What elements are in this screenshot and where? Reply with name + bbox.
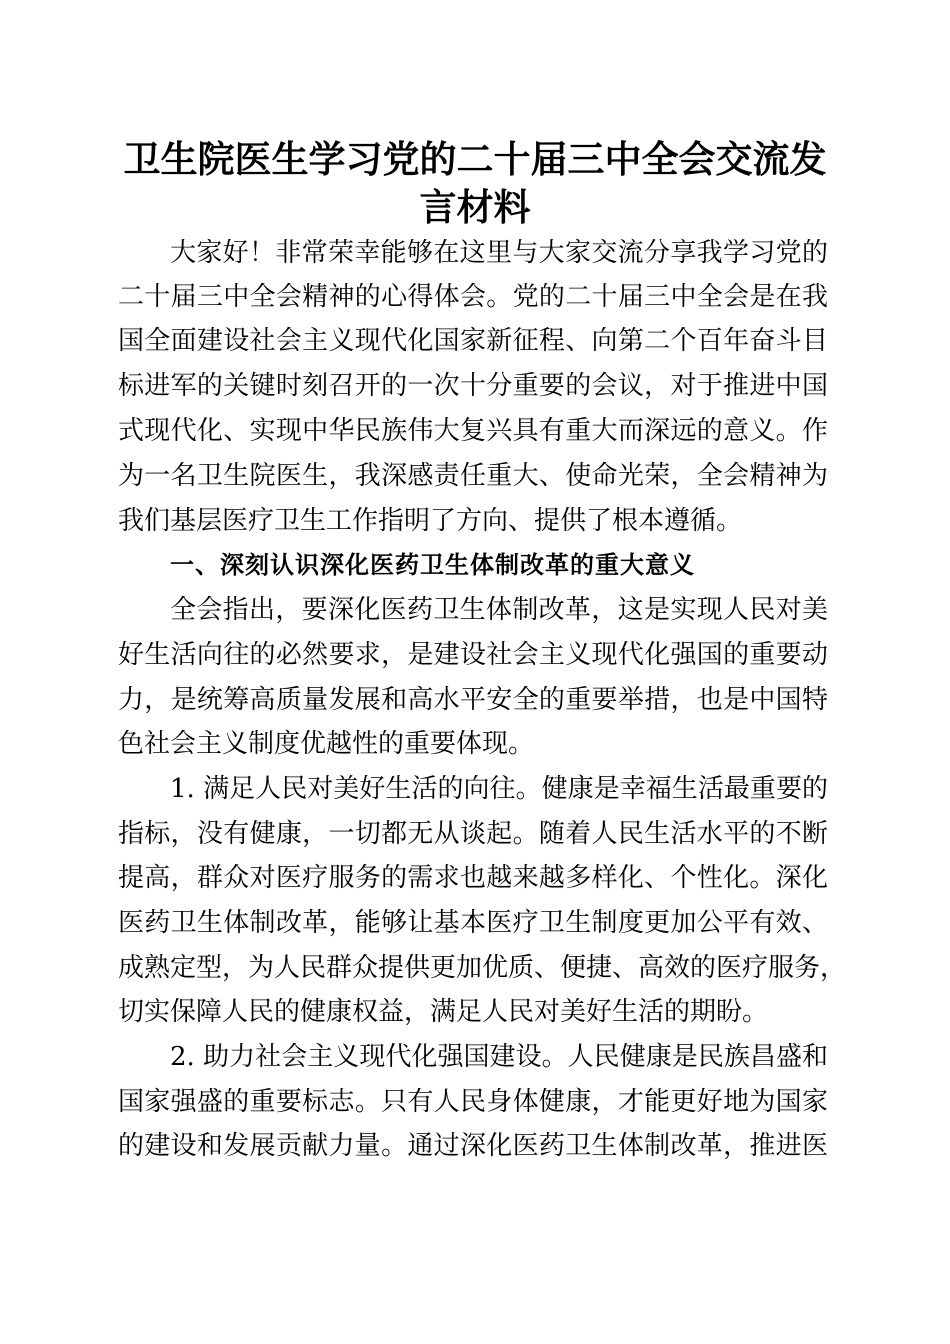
paragraph-line: 全会指出，要深化医药卫生体制改革，这是实现人民对美 [170,595,828,625]
paragraph-line: 我们基层医疗卫生工作指明了方向、提供了根本遵循。 [118,506,743,536]
paragraph-line: 医药卫生体制改革，能够让基本医疗卫生制度更加公平有效、 [118,908,828,938]
paragraph-line: 国家强盛的重要标志。只有人民身体健康，才能更好地为国家 [118,1087,828,1117]
paragraph-line: 大家好！非常荣幸能够在这里与大家交流分享我学习党的 [170,238,828,268]
paragraph-line: 二十届三中全会精神的心得体会。党的二十届三中全会是在我 [118,282,828,312]
paragraph-line: 标进军的关键时刻召开的一次十分重要的会议，对于推进中国 [118,371,828,401]
paragraph-line: 指标，没有健康，一切都无从谈起。随着人民生活水平的不断 [118,819,828,849]
paragraph-line: 的建设和发展贡献力量。通过深化医药卫生体制改革，推进医 [118,1131,828,1161]
paragraph-line: 切实保障人民的健康权益，满足人民对美好生活的期盼。 [118,997,769,1027]
section-heading: 一、深刻认识深化医药卫生体制改革的重大意义 [170,551,695,579]
paragraph-line: 色社会主义制度优越性的重要体现。 [118,729,535,759]
document-title-line-2: 言材料 [419,185,531,229]
paragraph-line: 为一名卫生院医生，我深感责任重大、使命光荣，全会精神为 [118,461,828,491]
paragraph-line: 国全面建设社会主义现代化国家新征程、向第二个百年奋斗目 [118,326,828,356]
paragraph-line: 1. 满足人民对美好生活的向往。健康是幸福生活最重要的 [170,774,828,804]
paragraph-line: 式现代化、实现中华民族伟大复兴具有重大而深远的意义。作 [118,416,828,446]
paragraph-line: 好生活向往的必然要求，是建设社会主义现代化强国的重要动 [118,640,828,670]
paragraph-line: 力，是统筹高质量发展和高水平安全的重要举措，也是中国特 [118,685,828,715]
paragraph-line: 成熟定型，为人民群众提供更加优质、便捷、高效的医疗服务， [118,953,847,983]
document-title-line-1: 卫生院医生学习党的二十届三中全会交流发 [123,137,827,181]
paragraph-line: 提高，群众对医疗服务的需求也越来越多样化、个性化。深化 [118,863,828,893]
paragraph-line: 2. 助力社会主义现代化强国建设。人民健康是民族昌盛和 [170,1042,828,1072]
